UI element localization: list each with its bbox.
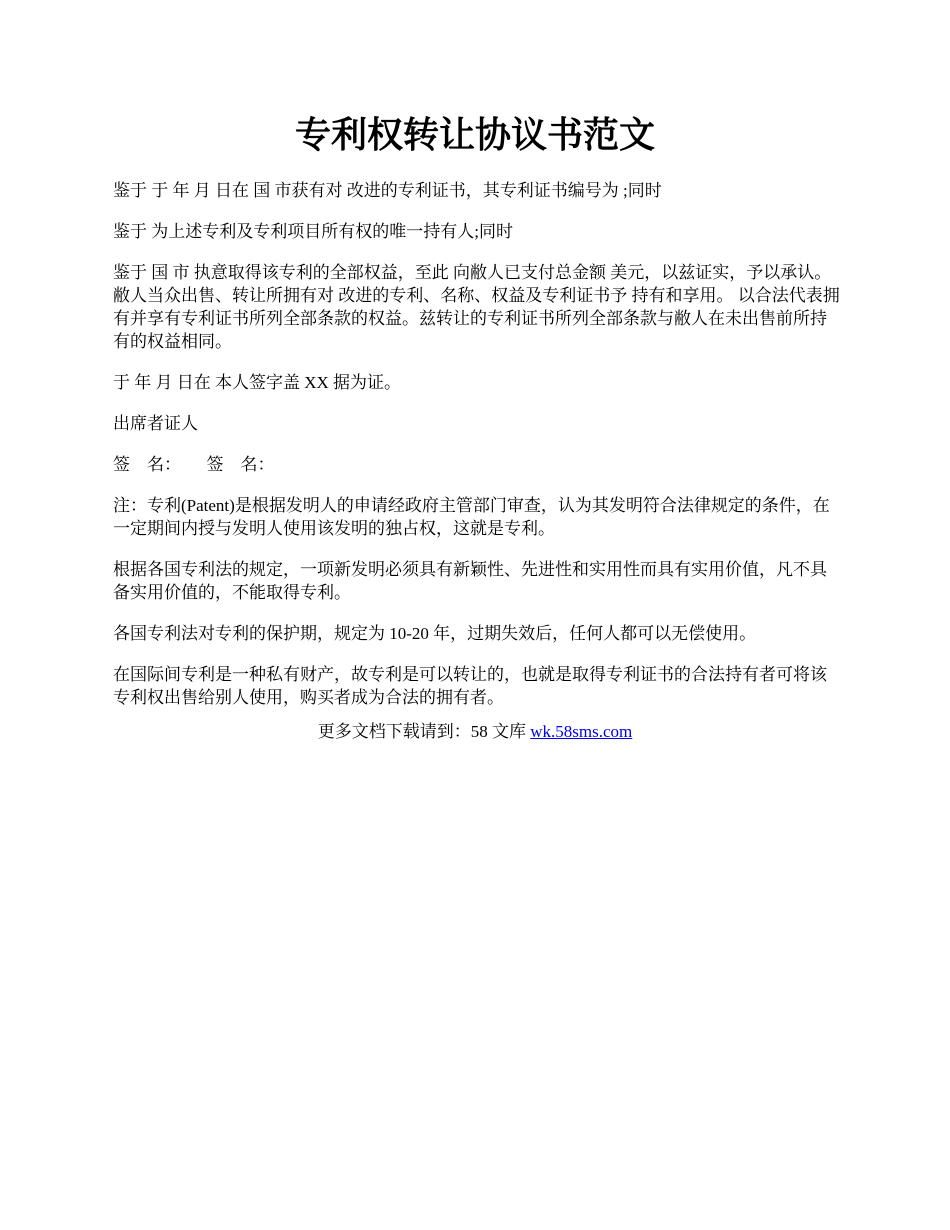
- paragraph-witness: 出席者证人: [113, 414, 198, 433]
- document-body: [113, 179, 841, 727]
- paragraph-1: 鉴于 于 年 月 日在 国 市获有对 改进的专利证书，其专利证书编号为 ;同时: [113, 181, 662, 200]
- paragraph-9: 在国际间专利是一种私有财产，故专利是可以转让的，也就是取得专利证书的合法持有者可将该专利权出售给别人使用，购买者成为合法的拥有者。: [113, 665, 827, 707]
- paragraph-3: 鉴于 国 市 执意取得该专利的全部权益，至此 向敝人已支付总金额 美元，以兹证实，予以承认。敝人当众出售、转让所拥有对 改进的专利、名称、权益及专利证书予 持有和享用。 以合法代表拥有并享有专利证书所列全部条款的权益。兹转让的专利证书所列全部条款与敝人在未出售前所持有的权益相同。: [113, 263, 840, 351]
- paragraph-note: 注：专利(Patent)是根据发明人的申请经政府主管部门审查，认为其发明符合法律规定的条件，在一定期间内授与发明人使用该发明的独占权，这就是专利。: [113, 496, 830, 538]
- paragraph-4: 于 年 月 日在 本人签字盖 XX 据为证。: [113, 373, 402, 392]
- paragraph-8: 各国专利法对专利的保护期，规定为 10-20 年，过期失效后，任何人都可以无偿使用。: [113, 624, 757, 643]
- footer-link[interactable]: wk.58sms.com: [530, 722, 633, 741]
- paragraph-2: 鉴于 为上述专利及专利项目所有权的唯一持有人;同时: [113, 222, 513, 241]
- paragraph-signature: 签 名： 签 名：: [113, 455, 275, 474]
- download-footer: [0, 720, 950, 743]
- footer-text: 更多文档下载请到：58 文库: [317, 722, 531, 741]
- document-title: 专利权转让协议书范文: [294, 115, 655, 155]
- paragraph-7: 根据各国专利法的规定，一项新发明必须具有新颖性、先进性和实用性而具有实用价值，凡不具备实用价值的，不能取得专利。: [113, 560, 827, 602]
